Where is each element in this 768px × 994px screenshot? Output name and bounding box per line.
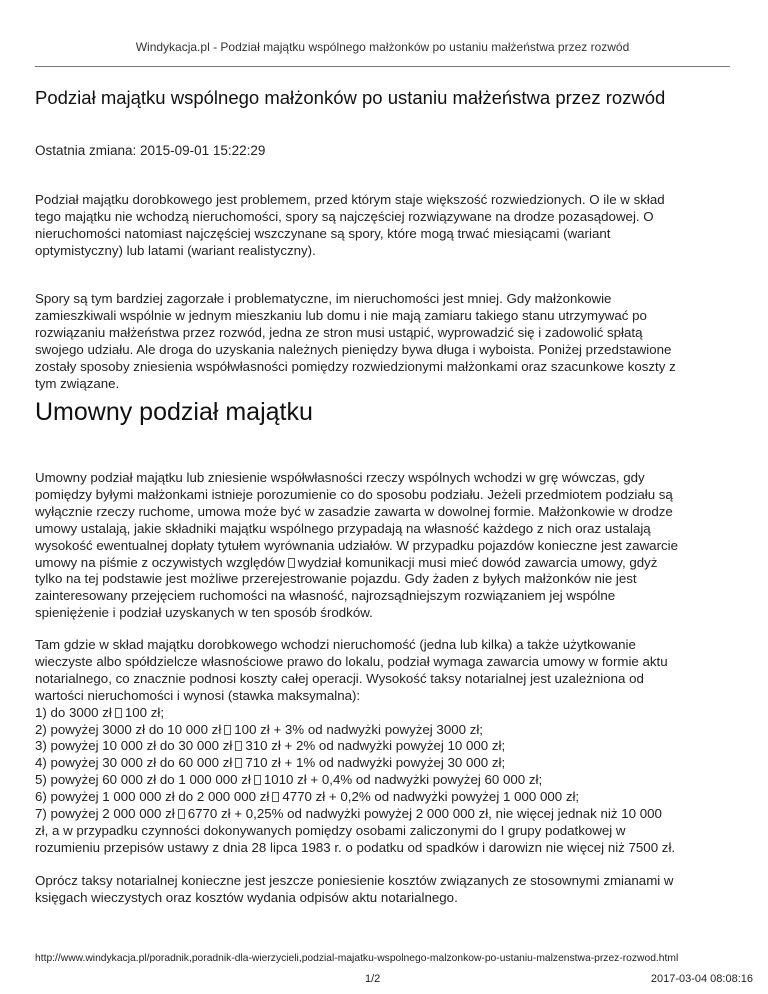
missing-glyph-icon	[288, 558, 295, 568]
missing-glyph-icon	[254, 775, 261, 785]
fee-amount: 6770 zł + 0,25% od nadwyżki powyżej 2 000 000 zł, nie więcej jednak niż 10 000	[187, 806, 662, 822]
fee-range: 3) powyżej 10 000 zł do 30 000 zł	[35, 738, 233, 754]
text-line: Tam gdzie w skład majątku dorobkowego wchodzi nieruchomość (jedna lub kilka) a także użytkowanie	[35, 637, 636, 652]
fee-amount: 1010 zł + 0,4% od nadwyżki powyżej 60 000 zł;	[263, 772, 543, 788]
text-line: wieczyste albo spółdzielcze własnościowe prawo do lokalu, podział wymaga zawarcia umowy w formie aktu	[35, 653, 668, 669]
missing-glyph-icon	[224, 725, 231, 735]
text-line: wyłącznie rzeczy ruchome, umowa może być w zasadzie zawarta w dowolnej formie. Małżonkowie w drodze	[35, 503, 673, 519]
section-heading: Umowny podział majątku	[35, 398, 313, 426]
text-line: zł, a w przypadku czynności dokonywanych pomiędzy osobami zaliczonymi do I grupy podatkowej w	[35, 822, 626, 838]
fee-range: 7) powyżej 2 000 000 zł	[35, 806, 175, 822]
text-line: notarialnego, co znacznie podnosi koszty całej operacji. Wysokość taksy notarialnej jest uzależniona od	[35, 670, 644, 686]
section-paragraph-1	[35, 470, 733, 622]
fee-amount: 100 zł;	[124, 704, 165, 720]
fee-list-item	[35, 738, 733, 755]
intro-paragraph-2	[35, 291, 733, 392]
missing-glyph-icon	[272, 792, 279, 802]
section-paragraph-3	[35, 873, 733, 907]
text-line: zamieszkiwali wspólnie w jednym mieszkaniu lub domu i nie mają zamiaru takiego stanu utrzymywać po	[35, 307, 647, 323]
fee-amount: 710 zł + 1% od nadwyżki powyżej 30 000 zł;	[245, 755, 506, 771]
running-header: Windykacja.pl - Podział majątku wspólnego małżonków po ustaniu małżeństwa przez rozwód	[135, 40, 630, 54]
fee-list-item	[35, 789, 733, 806]
fee-range: 5) powyżej 60 000 zł do 1 000 000 zł	[35, 772, 251, 788]
text-line: rozumieniu przepisów ustawy z dnia 28 lipca 1983 r. o podatku od spadków i darowizn nie więcej niż 7500 zł.	[35, 839, 676, 855]
fee-list-item	[35, 705, 733, 722]
text-line: umowy ustalają, jakie składniki majątku wspólnego przypadają na własność każdego z nich oraz ustalają	[35, 520, 651, 536]
missing-glyph-icon	[235, 741, 242, 751]
page-number: 1/2	[365, 973, 381, 985]
print-timestamp: 2017-03-04 08:08:16	[650, 973, 753, 985]
text-line: wysokość ewentualnej dopłaty tytułem wyrównania udziałów. W przypadku pojazdów konieczne jest zawarcie	[35, 537, 679, 553]
text-line	[35, 555, 733, 572]
fee-list-item	[35, 806, 733, 823]
footer-url: http://www.windykacja.pl/poradnik,poradnik-dla-wierzycieli,podzial-majatku-wspolnego-malzonkow-po-ustaniu-malzenstwa-przez-rozwod.html	[35, 953, 679, 964]
text-line: spieniężenie i podział uzyskanych w ten sposób środków.	[35, 605, 373, 621]
fee-range: 6) powyżej 1 000 000 zł do 2 000 000 zł	[35, 789, 270, 805]
header-divider	[35, 66, 730, 67]
fee-range: 2) powyżej 3000 zł do 10 000 zł	[35, 721, 222, 737]
section-paragraph-2	[35, 637, 733, 857]
missing-glyph-icon	[235, 758, 242, 768]
text-line: wartości nieruchomości i wynosi (stawka maksymalna):	[35, 687, 361, 703]
text-line: optymistyczny) lub latami (wariant realistyczny).	[35, 242, 316, 258]
text-line: księgach wieczystych oraz kosztów wydania odpisów aktu notarialnego.	[35, 889, 458, 905]
text-fragment: wydział komunikacji musi mieć dowód zawarcia umowy, gdyż	[297, 554, 658, 570]
missing-glyph-icon	[178, 809, 185, 819]
text-line: zostały sposoby zniesienia współwłasności pomiędzy rozwiedzionymi małżonkami oraz szacunkowe koszty z	[35, 358, 676, 374]
intro-paragraph-1	[35, 192, 733, 260]
fee-amount: 100 zł + 3% od nadwyżki powyżej 3000 zł;	[234, 721, 484, 737]
text-fragment: umowy na piśmie z oczywistych względów	[35, 554, 285, 570]
text-line: nieruchomości natomiast najczęściej wszczynane są spory, które mogą trwać miesiącami (wariant	[35, 225, 611, 241]
text-line: swojego udziału. Ale droga do uzyskania należnych pieniędzy bywa długa i wyboista. Poniżej przedstawione	[35, 341, 672, 357]
text-line: tym związane.	[35, 375, 120, 391]
fee-list-item	[35, 772, 733, 789]
text-line: tego majątku nie wchodzą nieruchomości, spory są najczęściej rozwiązywane na drodze pozasądowej. O	[35, 208, 654, 224]
fee-list-item	[35, 722, 733, 739]
text-line: Podział majątku dorobkowego jest problemem, przed którym staje większość rozwiedzionych. O ile w skład	[35, 192, 665, 207]
text-line: tylko na tej podstawie jest możliwe przerejestrowanie pojazdu. Gdy żaden z byłych małżonków nie jest	[35, 571, 637, 587]
text-line: zainteresowany przejęciem ruchomości na własność, najrozsądniejszym rozwiązaniem jej wspólne	[35, 588, 616, 604]
fee-list-item	[35, 755, 733, 772]
text-line: Umowny podział majątku lub zniesienie współwłasności rzeczy wspólnych wchodzi w grę wówczas, gdy	[35, 470, 645, 485]
last-modified-date: Ostatnia zmiana: 2015-09-01 15:22:29	[35, 143, 266, 158]
fee-amount: 310 zł + 2% od nadwyżki powyżej 10 000 zł;	[245, 738, 506, 754]
text-line: rozwiązaniu małżeństwa przez rozwód, jedna ze stron musi ustąpić, wyprowadzić się i zadowolić spłatą	[35, 324, 643, 340]
fee-range: 1) do 3000 zł	[35, 704, 112, 720]
fee-range: 4) powyżej 30 000 zł do 60 000 zł	[35, 755, 233, 771]
text-line: Spory są tym bardziej zagorzałe i problematyczne, im nieruchomości jest mniej. Gdy małżonkowie	[35, 291, 612, 306]
text-line: pomiędzy byłymi małżonkami istnieje porozumienie co do sposobu podziału. Jeżeli przedmiotem podziału są	[35, 486, 673, 502]
missing-glyph-icon	[115, 708, 122, 718]
text-line: Oprócz taksy notarialnej konieczne jest jeszcze poniesienie kosztów związanych ze stosownymi zmianami w	[35, 873, 674, 888]
page-title: Podział majątku wspólnego małżonków po ustaniu małżeństwa przez rozwód	[35, 87, 666, 108]
fee-amount: 4770 zł + 0,2% od nadwyżki powyżej 1 000 000 zł;	[282, 789, 580, 805]
